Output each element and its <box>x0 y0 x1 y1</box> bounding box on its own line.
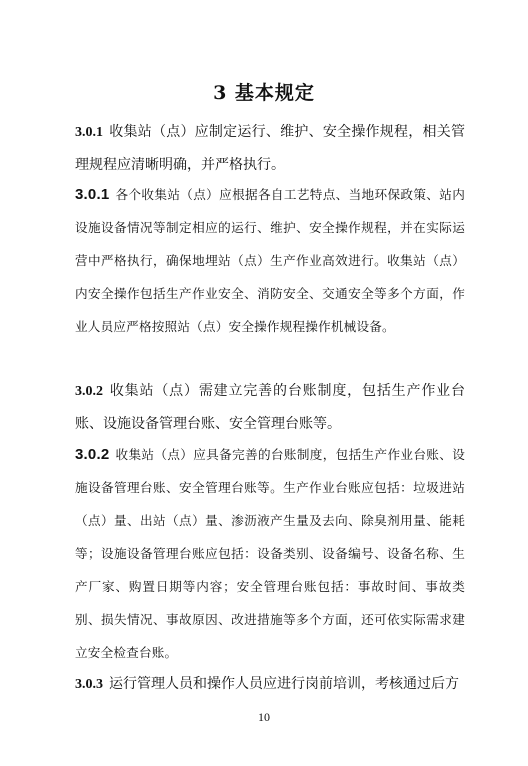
clause-number: 3.0.1 <box>75 186 110 203</box>
clause-text: 收集站（点）应具备完善的台账制度，包括生产作业台账、设施设备管理台账、安全管理台账等。生产作业台账应包括：垃圾进站（点）量、出站（点）量、渗沥液产生量及去向、除臭剂用量、能耗等；设施设备管理台账应包括：设备类别、设备编号、设备名称、生产厂家、购置日期等内容；安全管理台账包括：事故时间、事故类别、损失情况、事故原因、改进措施等多个方面，还可依实际需求建立安全检查台账。 <box>75 447 465 660</box>
section-title: 3 基本规定 <box>213 82 315 104</box>
clause-text: 收集站（点）需建立完善的台账制度，包括生产作业台账、设施设备管理台账、安全管理台账等。 <box>75 383 465 432</box>
clause-3-0-3 <box>75 668 465 701</box>
clause-3-0-1 <box>75 116 465 182</box>
clause-text: 各个收集站（点）应根据各自工艺特点、当地环保政策、站内设施设备情况等制定相应的运行、维护、安全操作规程，并在实际运营中严格执行，确保地埋站（点）生产作业高效进行。收集站（点）内安全操作包括生产作业安全、消防安全、交通安全等多个方面，作业人员应严格按照站（点）安全操作规程操作机械设备。 <box>75 187 465 334</box>
clause-number: 3.0.2 <box>75 384 103 399</box>
clause-3-0-1-explanation <box>75 178 465 343</box>
page-number: 10 <box>258 710 270 724</box>
clause-text: 运行管理人员和操作人员应进行岗前培训，考核通过后方 <box>109 676 459 692</box>
clause-3-0-2 <box>75 375 465 441</box>
clause-text: 收集站（点）应制定运行、维护、安全操作规程，相关管理规程应清晰明确，并严格执行。 <box>75 124 465 173</box>
clause-number: 3.0.3 <box>75 677 103 692</box>
clause-3-0-2-explanation <box>75 438 465 669</box>
clause-number: 3.0.1 <box>75 125 103 140</box>
clause-number: 3.0.2 <box>75 446 110 463</box>
